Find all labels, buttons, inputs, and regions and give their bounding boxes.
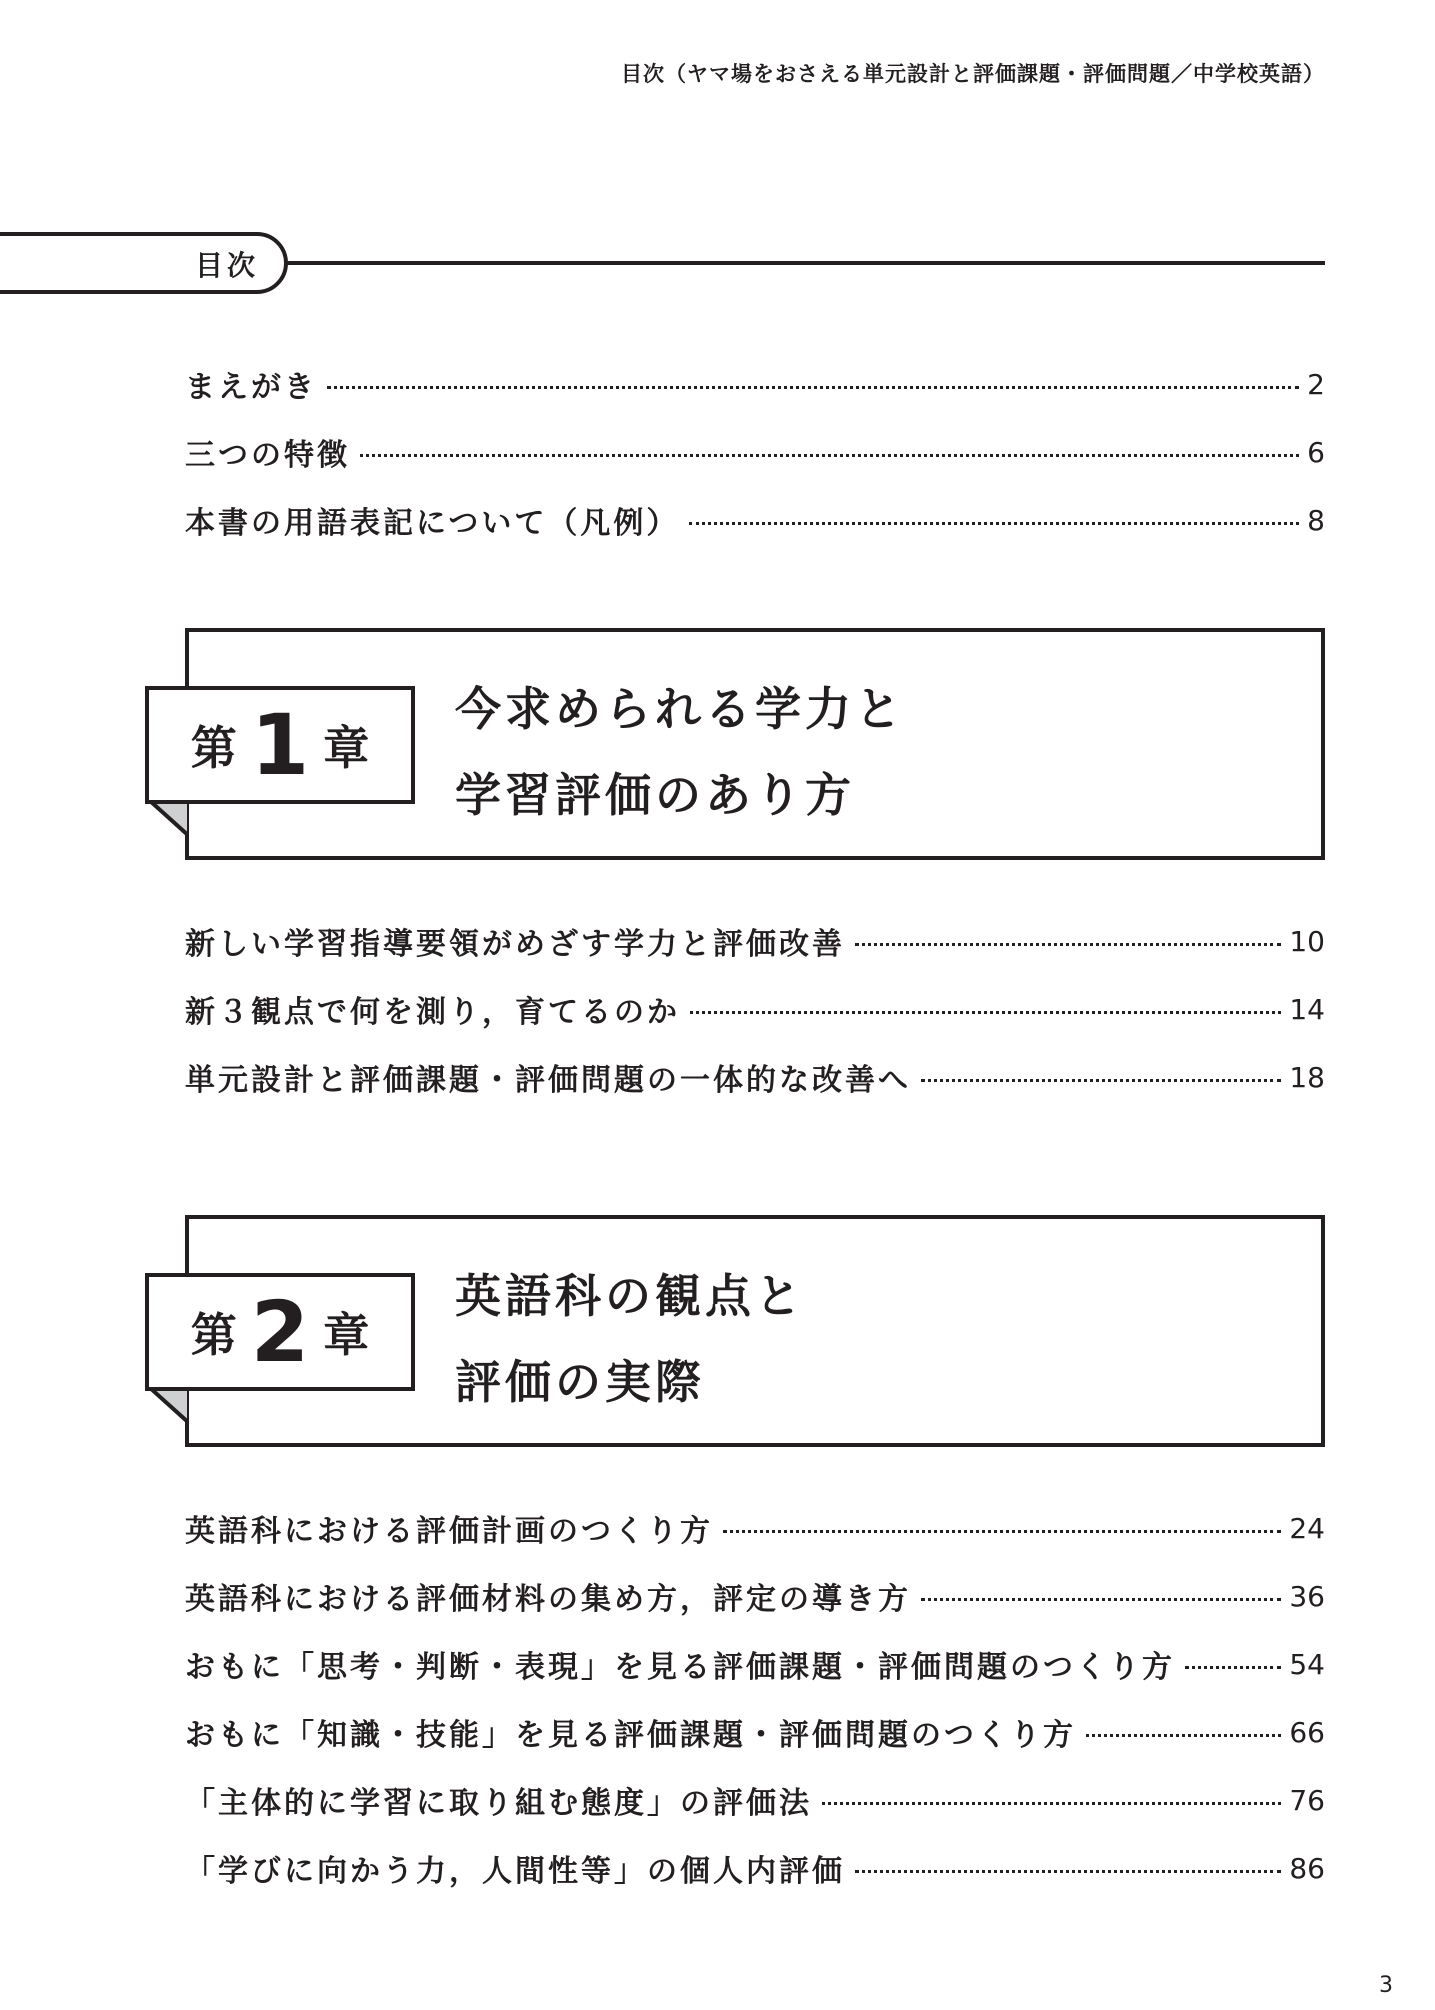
toc-entry-page: 24 [1289, 1511, 1325, 1545]
chapter-prefix: 第 [190, 1308, 237, 1362]
toc-entry[interactable] [185, 1494, 1325, 1562]
toc-entry-label: 英語科における評価材料の集め方，評定の導き方 [185, 1582, 911, 1617]
chapter-tab [145, 1273, 415, 1391]
toc-entry[interactable] [185, 975, 1325, 1043]
toc-entry-page: 36 [1289, 1579, 1325, 1613]
toc-entry-label: 三つの特徴 [185, 438, 350, 473]
dot-leader [360, 454, 1299, 457]
front-matter-list [185, 350, 1325, 554]
page-number: 3 [1379, 1973, 1393, 1998]
toc-title: 目次 [195, 249, 260, 282]
dot-leader [855, 1870, 1281, 1873]
toc-entry-page: 14 [1289, 992, 1325, 1026]
toc-entry[interactable] [185, 1562, 1325, 1630]
chapter-number: 2 [250, 1283, 310, 1381]
toc-entry-page: 66 [1289, 1715, 1325, 1749]
dot-leader [921, 1079, 1281, 1082]
chapter-1-entries [185, 907, 1325, 1111]
toc-entry-label: 本書の用語表記について（凡例） [185, 506, 680, 541]
toc-entry-page: 76 [1289, 1783, 1325, 1817]
toc-entry-page: 8 [1307, 503, 1325, 537]
toc-entry-page: 2 [1307, 367, 1325, 401]
chapter-title-line: 英語科の観点と [455, 1269, 805, 1323]
dot-leader [690, 1011, 1281, 1014]
chapter-suffix: 章 [323, 721, 370, 775]
chapter-suffix: 章 [323, 1308, 370, 1362]
toc-entry-label: 「主体的に学習に取り組む態度」の評価法 [185, 1786, 812, 1821]
chapter-title-line: 今求められる学力と [455, 682, 905, 736]
toc-entry-features[interactable] [185, 418, 1325, 486]
toc-entry[interactable] [185, 1043, 1325, 1111]
toc-title-rule [286, 261, 1325, 265]
dot-leader [921, 1598, 1281, 1601]
dot-leader [327, 386, 1299, 389]
toc-entry[interactable] [185, 1698, 1325, 1766]
chapter-tab [145, 686, 415, 804]
chapter-number: 1 [250, 696, 310, 794]
toc-entry-page: 6 [1307, 435, 1325, 469]
chapter-title-line: 評価の実際 [455, 1355, 705, 1409]
toc-entry-label: 英語科における評価計画のつくり方 [185, 1514, 713, 1549]
chapter-title [455, 666, 905, 838]
dot-leader [822, 1802, 1281, 1805]
toc-entry-page: 10 [1289, 924, 1325, 958]
toc-entry-preface[interactable] [185, 350, 1325, 418]
toc-entry-label: 新３観点で何を測り，育てるのか [185, 995, 680, 1030]
toc-title-bar [0, 232, 1325, 302]
tab-fold-corner [145, 800, 189, 840]
toc-entry-notation[interactable] [185, 486, 1325, 554]
dot-leader [855, 943, 1281, 946]
dot-leader [1086, 1734, 1281, 1737]
running-header: 目次（ヤマ場をおさえる単元設計と評価課題・評価問題／中学校英語） [621, 62, 1325, 86]
toc-entry-label: 新しい学習指導要領がめざす学力と評価改善 [185, 927, 845, 962]
toc-entry[interactable] [185, 1834, 1325, 1902]
toc-entry-label: 単元設計と評価課題・評価問題の一体的な改善へ [185, 1063, 911, 1098]
dot-leader [1185, 1666, 1281, 1669]
toc-entry-label: 「学びに向かう力，人間性等」の個人内評価 [185, 1854, 845, 1889]
toc-entry-page: 54 [1289, 1647, 1325, 1681]
chapter-1-heading[interactable] [185, 628, 1325, 860]
dot-leader [723, 1530, 1281, 1533]
tab-fold-corner [145, 1387, 189, 1427]
chapter-2-heading[interactable] [185, 1215, 1325, 1447]
chapter-title [455, 1253, 805, 1425]
toc-entry[interactable] [185, 1766, 1325, 1834]
toc-entry[interactable] [185, 1630, 1325, 1698]
chapter-prefix: 第 [190, 721, 237, 775]
chapter-2-entries [185, 1494, 1325, 1902]
dot-leader [689, 522, 1299, 525]
toc-entry-label: おもに「知識・技能」を見る評価課題・評価問題のつくり方 [185, 1718, 1076, 1753]
toc-entry-label: まえがき [185, 370, 317, 405]
toc-entry[interactable] [185, 907, 1325, 975]
chapter-title-line: 学習評価のあり方 [455, 768, 855, 822]
toc-entry-page: 18 [1289, 1060, 1325, 1094]
toc-entry-label: おもに「思考・判断・表現」を見る評価課題・評価問題のつくり方 [185, 1650, 1175, 1685]
toc-entry-page: 86 [1289, 1851, 1325, 1885]
